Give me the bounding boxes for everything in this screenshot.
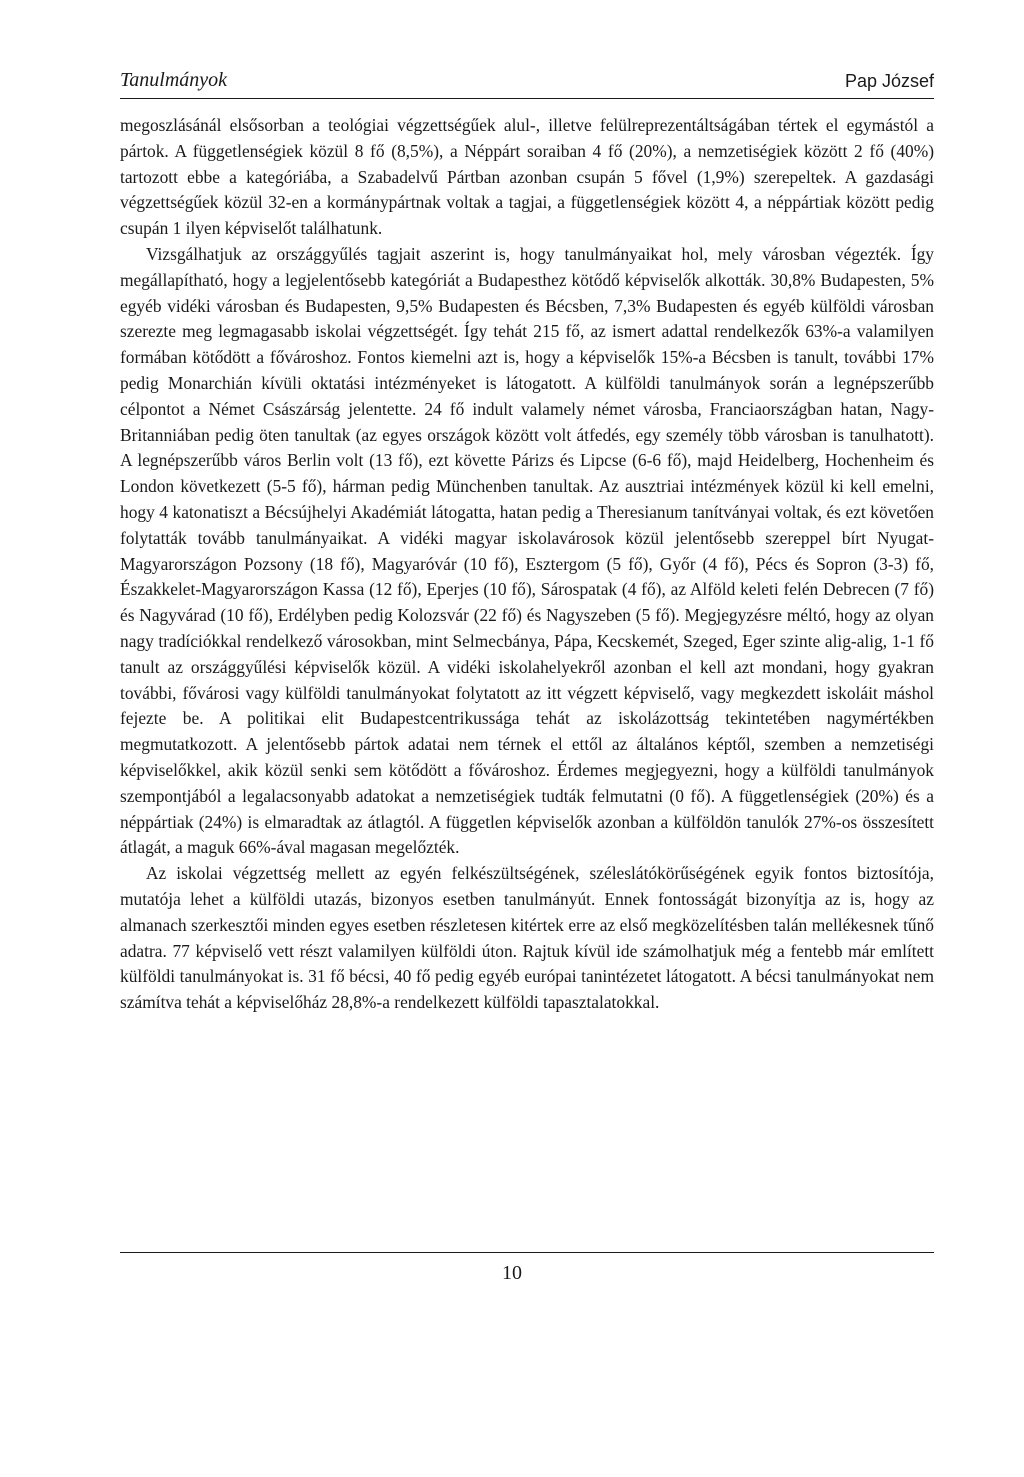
page-number: 10 [502,1262,522,1284]
paragraph-continued: megoszlásánál elsősorban a teológiai végzettségűek alul-, illetve felülreprezentáltságában tértek el egymástól a pártok. A függetlenségiek közül 8 fő (8,5%), a Néppárt soraiban 4 fő (20%), a nemzetiségiek között 2 fő (40%) tartozott ebbe a kategóriába, a Szabadelvű Pártban azonban csupán 5 fővel (1,9%) szerepeltek. A gazdasági végzettségűek közül 32-en a kormánypártnak voltak a tagjai, a függetlenségiek között 4, a néppártiak között pedig csupán 1 ilyen képviselőt találhatunk. [120,115,934,239]
section-title: Tanulmányok [120,69,228,91]
author-name: Pap József [844,71,934,91]
footer-divider [120,1252,934,1253]
paragraph-study-locations: Vizsgálhatjuk az országgyűlés tagjait aszerint is, hogy tanulmányaikat hol, mely városban végezték. Így megállapítható, hogy a legjelentősebb kategóriát a Budapesthez kötődő képviselők alkották. 30,8% Budapesten, 5% egyéb vidéki városban és Budapesten, 9,5% Budapesten és Bécsben, 7,3% Budapesten és egyéb külföldi városban szerezte meg legmagasabb iskolai végzettségét. Így tehát 215 fő, az ismert adattal rendelkezők 63%-a valamilyen formában kötődött a fővároshoz. Fontos kiemelni azt is, hogy a képviselők 15%-a Bécsben is tanult, további 17% pedig Monarchián kívüli oktatási intézményeket is látogatott. A külföldi tanulmányok során a legnépszerűbb célpontot a Német Császárság jelentette. 24 fő indult valamely német városba, Franciaországban hatan, Nagy-Britanniában pedig öten tanultak (az egyes országok között volt átfedés, egy személy több városban is tanulhatott). A legnépszerűbb város Berlin volt (13 fő), ezt követte Párizs és Lipcse (6-6 fő), majd Heidelberg, Hochenheim és London következett (5-5 fő), hárman pedig Münchenben tanultak. Az ausztriai intézmények közül ki kell emelni, hogy 4 katonatiszt a Bécsújhelyi Akadémiát látogatta, hatan pedig a Theresianum tanítványai voltak, és ezt követően folytatták tovább tanulmányaikat. A vidéki magyar iskolavárosok közül jelentősebb szereppel bírt Nyugat-Magyarországon Pozsony (18 fő), Magyaróvár (10 fő), Esztergom (5 fő), Győr (4 fő), Pécs és Sopron (3-3) fő, Északkelet-Magyarországon Kassa (12 fő), Eperjes (10 fő), Sárospatak (4 fő), az Alföld keleti felén Debrecen (7 fő) és Nagyvárad (10 fő), Erdélyben pedig Kolozsvár (22 fő) és Nagyszeben (5 fő). Megjegyzésre méltó, hogy az olyan nagy tradíciókkal rendelkező városokban, mint Selmecbánya, Pápa, Kecskemét, Szeged, Eger szinte alig-alig, 1-1 fő tanult az országgyűlési képviselők közül. A vidéki iskolahelyekről azonban el kell azt mondani, hogy gyakran további, fővárosi vagy külföldi tanulmányokat folytatott az itt végzett képviselő, vagy megkezdett iskoláit máshol fejezte be. A politikai elit Budapestcentrikussága tehát az iskolázottság tekintetében nagymértékben megmutatkozott. A jelentősebb pártok adatai nem térnek el ettől az általános képtől, szemben a nemzetiségi képviselőkkel, akik közül senki sem kötődött a fővároshoz. Érdemes megjegyezni, hogy a külföldi tanulmányok szempontjából a legalacsonyabb adatokat a nemzetiségiek tudták felmutatni (0 fő). A függetlenségiek (20%) és a néppártiak (24%) is elmaradtak az átlagtól. A független képviselők azonban a külföldön tanulók 27%-os összesített átlagát, a maguk 66%-ával magasan megelőzték. [120,243,934,858]
paragraph-foreign-travel: Az iskolai végzettség mellett az egyén felkészültségének, széleslátókörűségének egyik fontos biztosítója, mutatója lehet a külföldi utazás, bizonyos esetben tanulmányút. Ennek fontosságát bizonyítja az is, hogy az almanach szerkesztői minden egyes esetben részletesen kitértek erre az első megközelítésben talán mellékesnek tűnő adatra. 77 képviselő vett részt valamilyen külföldi úton. Rajtuk kívül ide számolhatjuk még a fentebb már említett külföldi tanulmányokat is. 31 fő bécsi, 40 fő pedig egyéb európai tanintézetet látogatott. A bécsi tanulmányokat nem számítva tehát a képviselőház 28,8%-a rendelkezett külföldi tapasztalatokkal. [120,863,934,1013]
running-header [120,68,934,99]
main-text [120,113,934,1016]
